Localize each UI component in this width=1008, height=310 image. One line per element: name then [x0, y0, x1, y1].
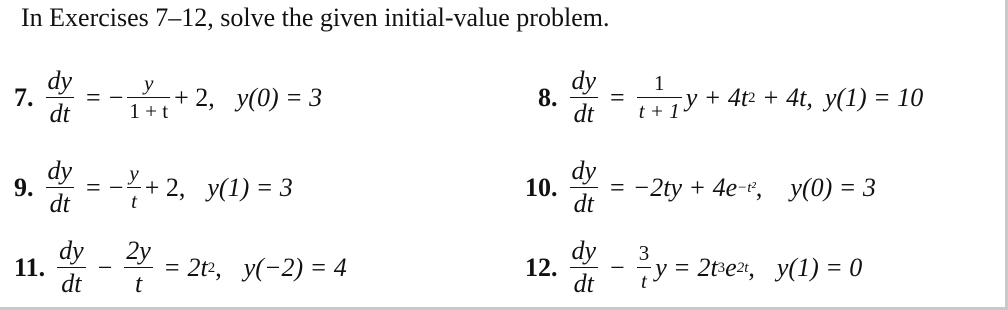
initial-condition: y(−2) = 4	[243, 252, 347, 282]
numerator: 2y	[126, 236, 151, 265]
exercise-number: 7.	[14, 82, 34, 112]
comma: ,	[215, 252, 222, 282]
exercise-number: 10.	[525, 172, 558, 202]
numerator: dy	[571, 236, 597, 265]
equals-sign: =	[610, 172, 625, 202]
variable-y: y	[655, 252, 667, 282]
rhs-expression: 2t	[187, 252, 208, 282]
denominator: dt	[573, 269, 594, 298]
equals-sign: =	[86, 172, 101, 202]
numerator: dy	[571, 156, 597, 185]
initial-condition: y(1) = 0	[776, 252, 863, 282]
rhs-fraction	[127, 73, 170, 122]
rhs-expression: 2t	[697, 252, 718, 282]
rhs-expression: −2ty + 4e	[632, 172, 738, 202]
denominator: dt	[49, 189, 70, 218]
denominator: t	[131, 189, 137, 213]
initial-condition: y(1) = 3	[207, 172, 293, 202]
exercise-7	[14, 68, 322, 127]
exercise-number: 12.	[525, 252, 558, 282]
derivative-fraction	[570, 238, 599, 297]
rhs-remainder: + 2,	[174, 82, 215, 112]
coefficient-fraction	[124, 238, 153, 297]
numerator: dy	[571, 66, 597, 95]
equals-sign: =	[610, 82, 625, 112]
rhs-term: + 4t,	[755, 82, 813, 112]
derivative-fraction	[570, 68, 599, 127]
numerator: y	[144, 71, 154, 95]
numerator: dy	[59, 236, 84, 265]
numerator: 1	[653, 71, 665, 95]
coefficient-fraction	[637, 243, 652, 292]
rhs-fraction	[637, 73, 682, 122]
derivative-fraction	[46, 158, 75, 217]
numerator: y	[129, 161, 139, 185]
rhs-fraction	[127, 163, 140, 212]
comma: ,	[748, 252, 755, 282]
exercise-10: 10. $\frac{dy}{dt}$ = −2ty + 4e −t² , y(0) = 3	[525, 156, 876, 218]
minus-sign: −	[108, 172, 124, 202]
initial-condition: y(0) = 3	[790, 172, 876, 202]
comma: ,	[755, 172, 763, 202]
equals-sign: =	[674, 252, 690, 282]
denominator: dt	[49, 99, 70, 128]
derivative-fraction	[57, 238, 86, 297]
equals-sign: =	[164, 252, 180, 282]
derivative-fraction	[46, 68, 75, 127]
rhs-expression: e	[725, 252, 737, 282]
minus-sign: −	[610, 252, 625, 282]
exercise-instructions: In Exercises 7–12, solve the given initial-value problem.	[21, 3, 610, 32]
exercise-11: 11. $\frac{dy}{dt}$ − $\frac{2y}{t}$ = 2t 2 , y(−2) = 4	[14, 236, 347, 298]
numerator: dy	[47, 66, 73, 95]
exercise-9	[14, 158, 293, 217]
exercise-number: 11.	[14, 252, 46, 282]
derivative-fraction	[570, 158, 599, 217]
exercise-8: 8. $\frac{dy}{dt}$ = $\frac{1}{t + 1}$ y + 4t 2 + 4t, y(1) = 10	[538, 66, 924, 128]
rhs-remainder: + 2,	[144, 172, 186, 202]
numerator: dy	[47, 156, 73, 185]
denominator: t + 1	[638, 99, 680, 123]
exercise-12: 12. $\frac{dy}{dt}$ − $\frac{3}{t}$ y = 2t 3 e 2t , y(1) = 0	[525, 236, 863, 298]
denominator: dt	[573, 189, 594, 218]
denominator: t	[134, 269, 143, 298]
denominator: dt	[573, 99, 594, 128]
initial-condition: y(1) = 10	[824, 82, 924, 112]
initial-condition: y(0) = 3	[236, 82, 323, 112]
exercise-number: 8.	[538, 82, 558, 112]
exercise-number: 9.	[14, 172, 34, 202]
denominator: t	[641, 269, 647, 293]
denominator: 1 + t	[129, 99, 169, 123]
minus-sign: −	[97, 252, 113, 282]
minus-sign: −	[108, 82, 124, 112]
numerator: 3	[638, 241, 650, 265]
denominator: dt	[61, 269, 82, 298]
rhs-term: y + 4t	[685, 82, 749, 112]
equals-sign: =	[86, 82, 101, 112]
